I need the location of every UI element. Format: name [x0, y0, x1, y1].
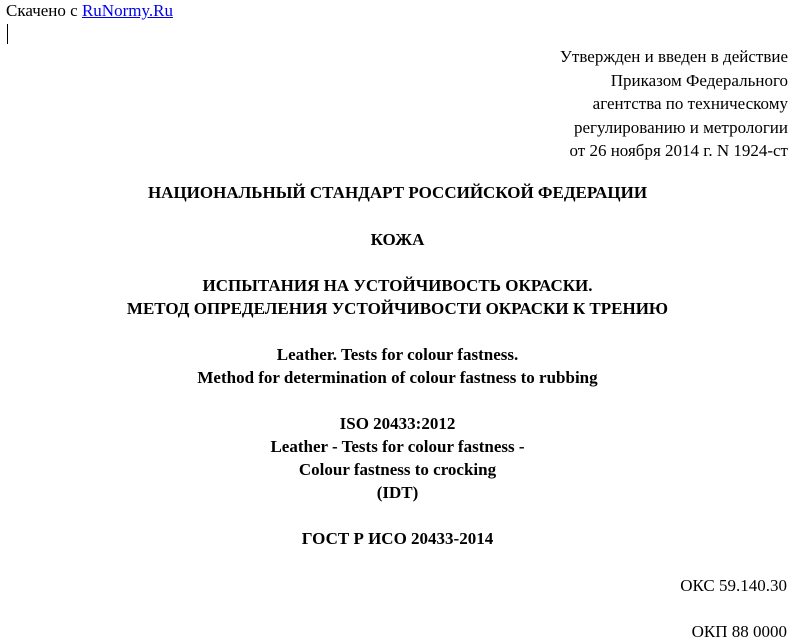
approval-line: регулированию и метрологии [573, 117, 788, 137]
title-ru-line: ИСПЫТАНИЯ НА УСТОЙЧИВОСТЬ ОКРАСКИ. [202, 276, 593, 295]
approval-line: от 26 ноября 2014 г. N 1924-ст [569, 141, 788, 160]
source-prefix: Скачено с [6, 1, 78, 20]
gost-designation: ГОСТ Р ИСО 20433-2014 [301, 529, 494, 548]
iso-line: Leather - Tests for colour fastness - [270, 437, 525, 456]
text-cursor [7, 24, 8, 44]
title-en-line: Leather. Tests for colour fastness. [276, 345, 519, 364]
approval-line: Приказом Федерального [610, 70, 788, 90]
iso-reference [0, 412, 790, 504]
iso-line: (IDT) [376, 483, 419, 502]
approval-block [560, 45, 788, 163]
approval-line: Утвержден и введен в действие [559, 47, 788, 66]
oks-code: ОКС 59.140.30 [680, 576, 787, 595]
okp-code: ОКП 88 0000 [691, 622, 787, 641]
source-line [6, 0, 173, 22]
title-ru [0, 274, 790, 320]
title-en [0, 343, 790, 389]
standard-heading: НАЦИОНАЛЬНЫЙ СТАНДАРТ РОССИЙСКОЙ ФЕДЕРАЦИИ [147, 183, 648, 202]
iso-line: Colour fastness to crocking [298, 460, 497, 479]
subject-heading: КОЖА [370, 230, 425, 249]
source-link[interactable]: RuNormy.Ru [81, 1, 173, 20]
title-en-line: Method for determination of colour fastness to rubbing [197, 368, 598, 387]
approval-line: агентства по техническому [592, 94, 788, 113]
title-ru-line: МЕТОД ОПРЕДЕЛЕНИЯ УСТОЙЧИВОСТИ ОКРАСКИ К ТРЕНИЮ [126, 299, 669, 318]
iso-line: ISO 20433:2012 [339, 414, 456, 433]
